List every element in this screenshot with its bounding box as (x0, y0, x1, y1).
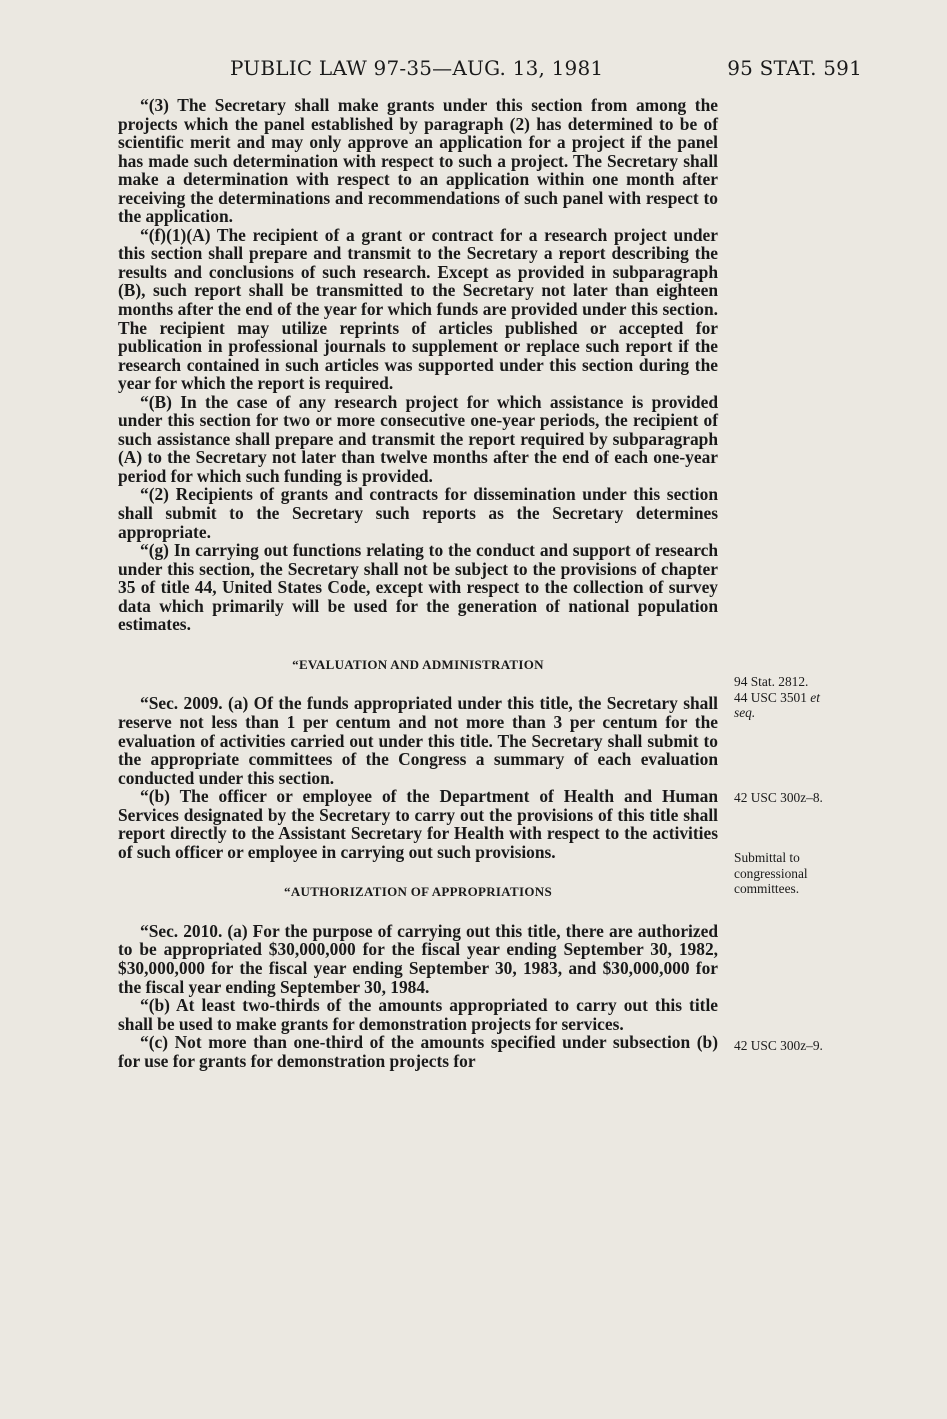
margin-note-submittal: Submittal to congressional committees. (734, 850, 808, 897)
section-2010-a: “Sec. 2010. (a) For the purpose of carrying out this title, there are authorized to be appropriated $30,000,000 for the fiscal year ending September 30, 1982, $30,000,000 for the fiscal year ending September 30, 1983, and $30,000,000 for the fiscal year ending September 30, 1984. (118, 920, 718, 997)
paragraph-f1a: “(f)(1)(A) The recipient of a grant or contract for a research project under this section shall prepare and transmit to the Secretary a report describing the results and conclusions of such research. Except as provided in subparagraph (B), such report shall be transmitted to the Secretary not later than eighteen months after the end of the year for which funds are provided under this section. The recipient may utilize reprints of articles published or accepted for publication in professional journals to supplement or replace such report if the research contained in such articles was supported under this section during the year for which the report is required. (118, 224, 718, 394)
paragraph-g: “(g) In carrying out functions relating to the conduct and support of research under this section, the Secretary shall not be subject to the provisions of chapter 35 of title 44, United States Code, except with respect to the collection of survey data which primarily will be used for the generation of national population estimates. (118, 540, 718, 635)
margin-note-stat-ref: 94 Stat. 2812. 44 USC 3501 et seq. (734, 674, 820, 721)
section-heading-evaluation: “EVALUATION AND ADMINISTRATION (292, 656, 544, 672)
public-law-title: PUBLIC LAW 97-35—AUG. 13, 1981 (230, 56, 604, 80)
section-2009-a: “Sec. 2009. (a) Of the funds appropriated under this title, the Secretary shall reserve not less than 1 per centum and not more than 3 per centum for the evaluation of activities carried out under this title. The Secretary shall submit to the appropriate committees of the Congress a summary of each evaluation conducted under this section. (118, 693, 718, 788)
margin-note-usc-300z-8: 42 USC 300z–8. (734, 790, 823, 805)
section-2010-c: “(c) Not more than one-third of the amounts specified under subsection (b) for use for grants for demonstration projects for (118, 1032, 718, 1071)
section-heading-authorization: “AUTHORIZATION OF APPROPRIATIONS (284, 884, 552, 900)
section-2009-b: “(b) The officer or employee of the Department of Health and Human Services designated by the Secretary to carry out the provisions of this title shall report directly to the Assistant Secretary for Health with respect to the activities of such officer or employee in carrying out such provisions. (118, 786, 718, 862)
body-text (118, 96, 718, 1070)
paragraph-b: “(B) In the case of any research project for which assistance is provided under this section for two or more consecutive one-year periods, the recipient of such assistance shall prepare and transmit the report required by subparagraph (A) to the Secretary not later than twelve months after the end of each one-year period for which such funding is provided. (118, 391, 718, 486)
section-2010-b: “(b) At least two-thirds of the amounts appropriated to carry out this title shall be used to make grants for demonstration projects for services. (118, 995, 718, 1034)
margin-note-usc-300z-9: 42 USC 300z–9. (734, 1038, 823, 1053)
statute-page-number: 95 STAT. 591 (727, 56, 862, 80)
paragraph-2: “(2) Recipients of grants and contracts for dissemination under this section shall submit to the Secretary such reports as the Secretary determines appropriate. (118, 484, 718, 542)
paragraph-3: “(3) The Secretary shall make grants under this section from among the projects which the panel established by paragraph (2) has determined to be of scientific merit and may only approve an application for a project if the panel has made such determination with respect to such a project. The Secretary shall make a determination with respect to an application within one month after receiving the determinations and recommendations of such panel with respect to the application. (118, 95, 718, 227)
